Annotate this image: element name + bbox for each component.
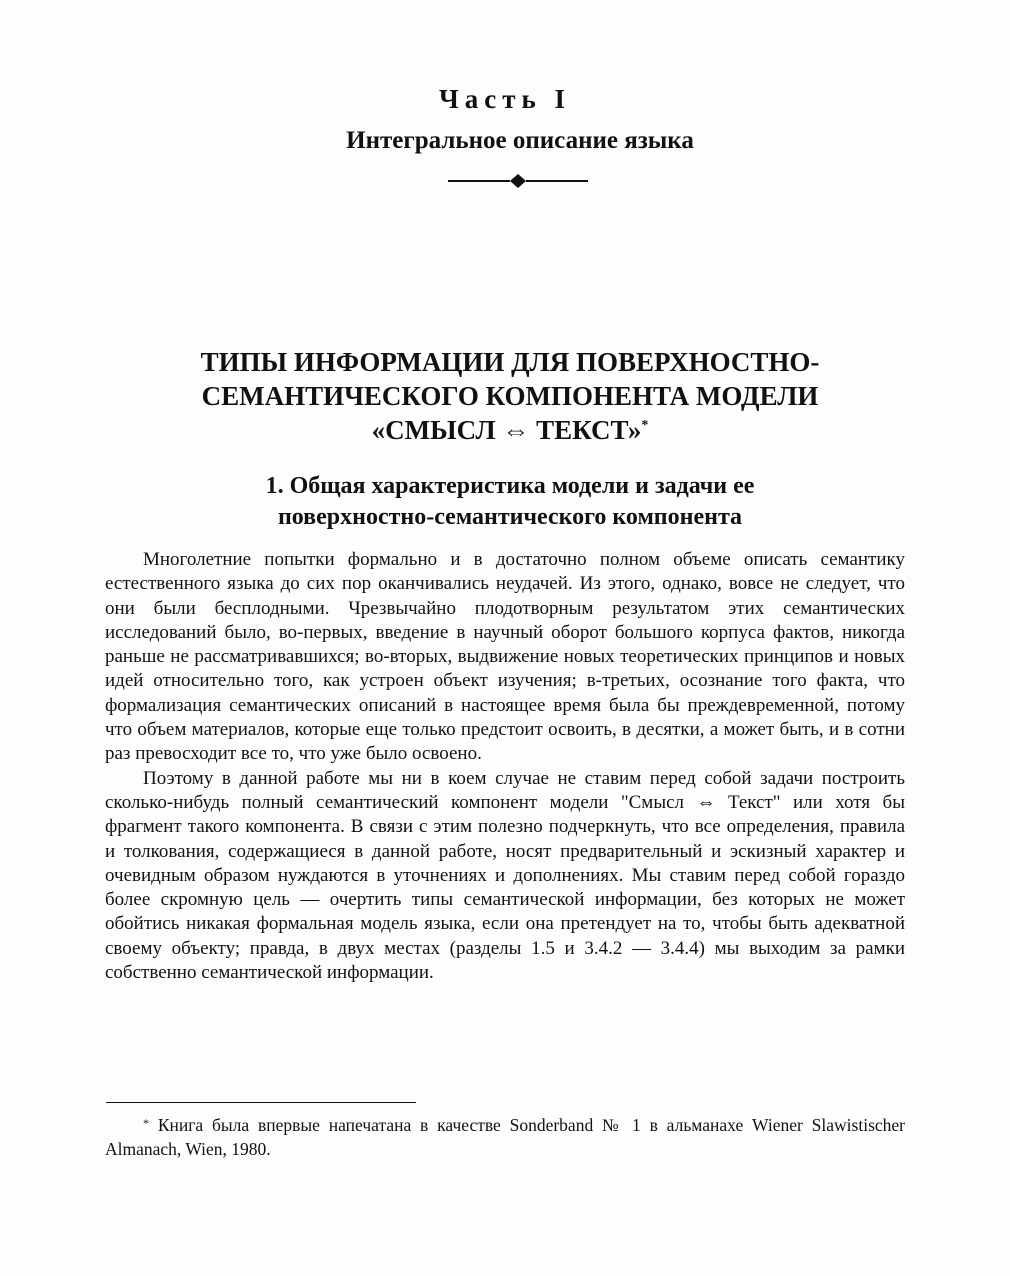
paragraph: Поэтому в данной работе мы ни в коем случае не ставим перед собой задачи построить сколько-нибудь полный семантический компонент модели "Смысл ⇔ Текст" или хотя бы фрагмент такого компонента. В связи с этим полезно подчеркнуть, что все определения, правила и толкования, содержащиеся в данной работе, носят предварительный и эскизный характер и очевидным образом нуждаются в уточнениях и дополнениях. Мы ставим перед собой гораздо более скромную цель — очертить типы семантической информации, без которых не может обойтись никакая формальная модель языка, если она претендует на то, чтобы быть адекватной своему объекту; правда, в двух местах (разделы 1.5 и 3.4.2 — 3.4.4) мы выходим за рамки собственно семантической информации. xyxy=(105,767,905,984)
footnote-marker: * xyxy=(143,1116,149,1130)
paragraph: Многолетние попытки формально и в достаточно полном объеме описать семантику естественного языка до сих пор оканчивались неудачей. Из этого, однако, вовсе не следует, что они были бесплодными. Чрезвычайно плодотворным результатом этих семантических исследований было, во-первых, введение в научный оборот большого корпуса фактов, никогда раньше не рассматривавшихся; во-вторых, выдвижение новых теоретических принципов и новых идей относительно того, как устроен объект изучения; в-третьих, осознание того факта, что формализация семантических описаний в настоящее время была бы преждевременной, потому что объем материалов, которые еще только предстоит освоить, в десятки, а может быть, и в сотни раз превосходит все то, что уже было освоено. xyxy=(105,549,905,765)
footnote xyxy=(105,1113,905,1161)
section-heading-line-1: 1. Общая характеристика модели и задачи ее xyxy=(265,473,755,499)
footnote-divider xyxy=(106,1102,416,1103)
footnote-reference: * xyxy=(641,418,649,433)
article-title-line-2: СЕМАНТИЧЕСКОГО КОМПОНЕНТА МОДЕЛИ xyxy=(201,381,819,411)
footnote-text: Книга была впервые напечатана в качестве Sonderband № 1 в альманахе Wiener Slawistischer Almanach, Wien, 1980. xyxy=(105,1115,905,1159)
article-title-line-1: ТИПЫ ИНФОРМАЦИИ ДЛЯ ПОВЕРХНОСТНО- xyxy=(200,347,820,377)
part-title: Часть I xyxy=(438,84,572,114)
article-title-line-3: «СМЫСЛ ⇔ ТЕКСТ» xyxy=(371,415,642,445)
body-text xyxy=(105,548,905,985)
section-heading-line-2: поверхностно-семантического компонента xyxy=(277,504,743,530)
section-heading xyxy=(100,471,920,533)
article-title xyxy=(100,345,920,447)
part-subtitle: Интегральное описание языка xyxy=(346,127,694,154)
diamond-ornament-icon xyxy=(448,172,588,190)
